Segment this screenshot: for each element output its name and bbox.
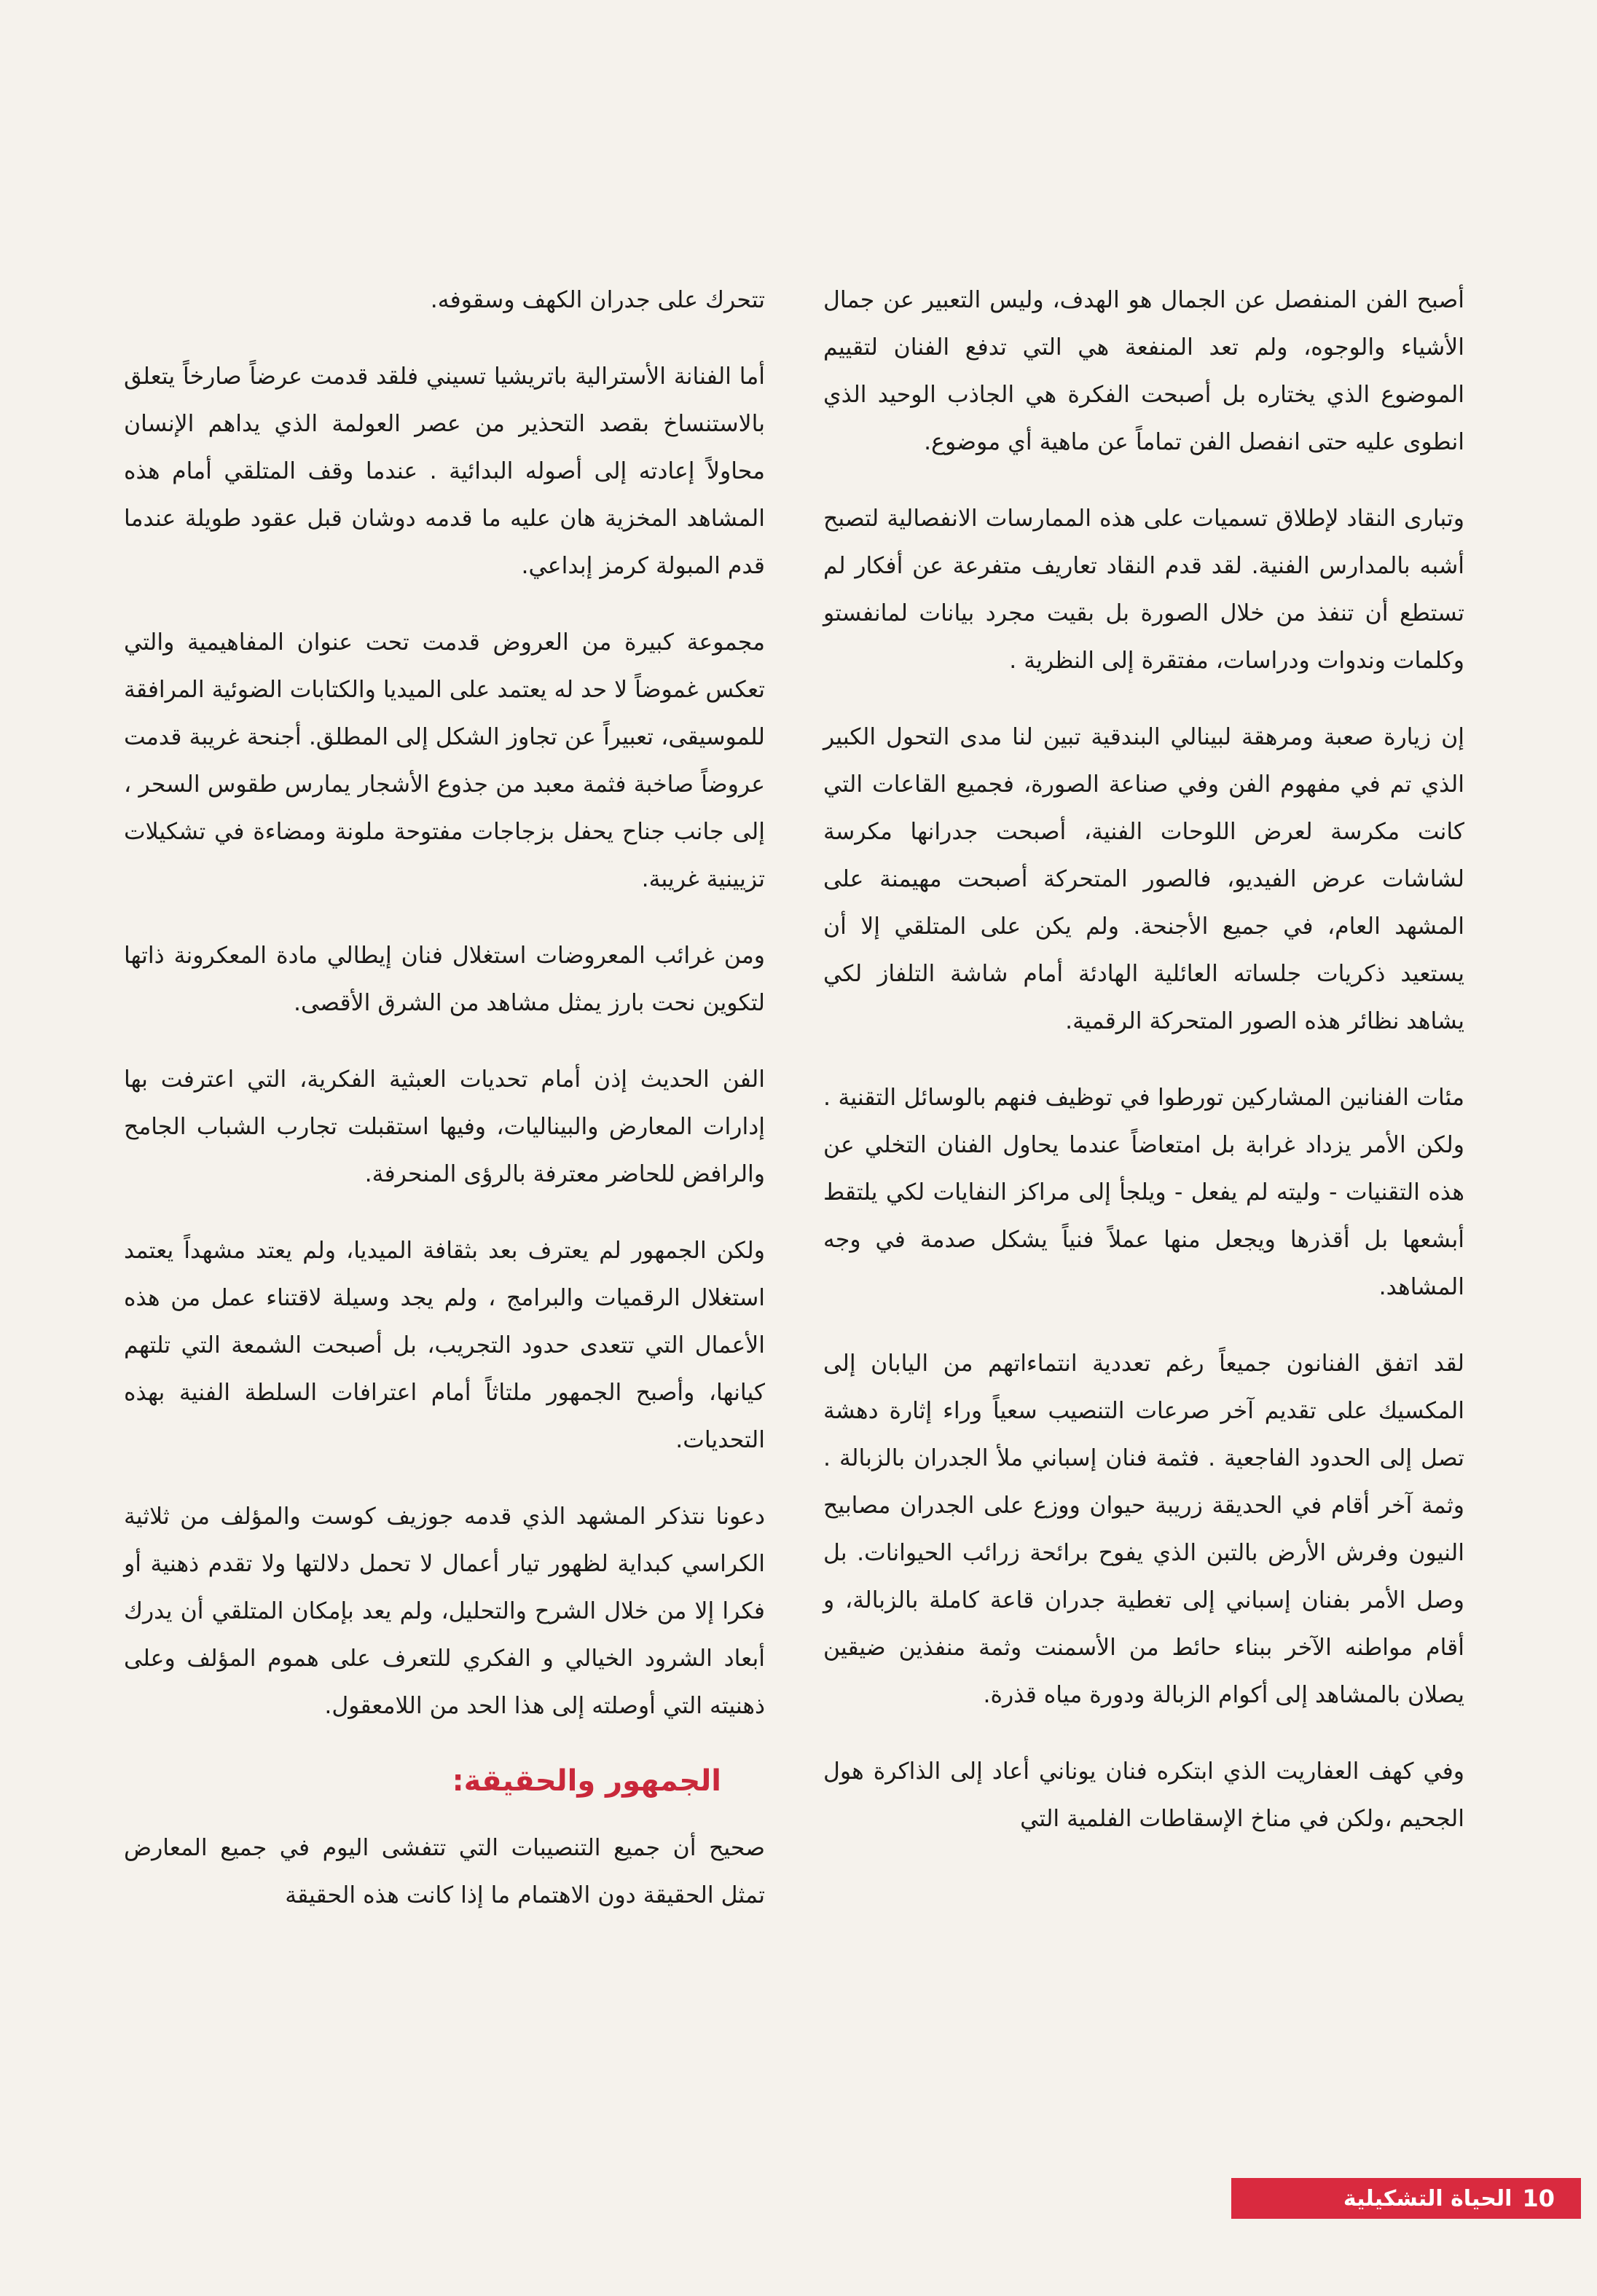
paragraph: وتبارى النقاد لإطلاق تسميات على هذه الممارسات الانفصالية لتصبح أشبه بالمدارس الفنية. لقد قدم النقاد تعاريف متفرعة عن أفكار لم تستطع أن تنفذ من خلال الصورة بل بقيت مجرد بيانات لمانفستو وكلمات وندوات ودراسات، مفتقرة إلى النظرية . (823, 506, 1464, 674)
paragraph: دعونا نتذكر المشهد الذي قدمه جوزيف كوست والمؤلف من ثلاثية الكراسي كبداية لظهور تيار أعمال لا تحمل دلالتها ولا تقدم ذهنية أو فكرا إلا من خلال الشرح والتحليل، ولم يعد بإمكان المتلقي أن يدرك أبعاد الشرود الخيالي و الفكري للتعرف على هموم المؤلف وعلى ذهنيته التي أوصلته إلى هذا الحد من اللامعقول. (124, 1503, 765, 1719)
paragraph: أما الفنانة الأسترالية باتريشيا تسيني فلقد قدمت عرضاً صارخاً يتعلق بالاستنساخ بقصد التحذير من عصر العولمة الذي يداهم الإنسان محاولاً إعادته إلى أصوله البدائية . عندما وقف المتلقي أمام هذه المشاهد المخزية هان عليه ما قدمه دوشان قبل عقود طويلة عندما قدم المبولة كرمز إبداعي. (124, 363, 765, 579)
paragraph: مئات الفنانين المشاركين تورطوا في توظيف فنهم بالوسائل التقنية . ولكن الأمر يزداد غرابة بل امتعاضاً عندما يحاول الفنان التخلي عن هذه التقنيات - وليته لم يفعل - ويلجأ إلى مراكز النفايات لكي يلتقط أبشعها بل أقذرها ويجعل منها عملاً فنياً يشكل صدمة في وجه المشاهد. (823, 1085, 1464, 1300)
right-column (823, 277, 1464, 1872)
paragraph: إن زيارة صعبة ومرهقة لبينالي البندقية تبين لنا مدى التحول الكبير الذي تم في مفهوم الفن وفي صناعة الصورة، فجميع القاعات التي كانت مكرسة لعرض اللوحات الفنية، أصبحت جدرانها مكرسة لشاشات عرض الفيديو، فالصور المتحركة أصبحت مهيمنة على المشهد العام، في جميع الأجنحة. ولم يكن على المتلقي إلا أن يستعيد ذكريات جلساته العائلية الهادئة أمام شاشة التلفاز لكي يشاهد نظائر هذه الصور المتحركة الرقمية. (823, 724, 1464, 1034)
paragraph: لقد اتفق الفنانون جميعاً رغم تعددية انتماءاتهم من اليابان إلى المكسيك على تقديم آخر صرعات التنصيب سعياً وراء إثارة دهشة تصل إلى الحدود الفاجعية . فثمة فنان إسباني ملأ الجدران بالزبالة . وثمة آخر أقام في الحديقة زريبة حيوان ووزع على الجدران مصابيح النيون وفرش الأرض بالتبن الذي يفوح برائحة زرائب الحيوانات. بل وصل الأمر بفنان إسباني إلى تغطية جدران قاعة كاملة بالزبالة، و أقام مواطنه الآخر ببناء حائط من الأسمنت وثمة منفذين ضيقين يصلان بالمشاهد إلى أكوام الزبالة ودورة مياه قذرة. (823, 1351, 1464, 1708)
paragraph: الفن الحديث إذن أمام تحديات العبثية الفكرية، التي اعترفت بها إدارات المعارض والبيناليات، وفيها استقبلت تجارب الشباب الجامح والرافض للحاضر معترفة بالرؤى المنحرفة. (124, 1066, 765, 1187)
magazine-title: الحياة التشكيلية (1343, 2185, 1512, 2212)
paragraph: تتحرك على جدران الكهف وسقوفه. (430, 287, 765, 313)
paragraph: وفي كهف العفاريت الذي ابتكره فنان يوناني أعاد إلى الذاكرة هول الجحيم ،ولكن في مناخ الإسقاطات الفلمية التي (823, 1758, 1464, 1832)
section-heading: الجمهور والحقيقة: (452, 1764, 721, 1798)
paragraph: ومن غرائب المعروضات استغلال فنان إيطالي مادة المعكرونة ذاتها لتكوين نحت بارز يمثل مشاهد من الشرق الأقصى. (124, 943, 765, 1016)
paragraph: صحيح أن جميع التنصيبات التي تتفشى اليوم في جميع المعارض تمثل الحقيقة دون الاهتمام ما إذا كانت هذه الحقيقة (124, 1835, 765, 1908)
left-column (124, 277, 765, 1949)
paragraph: مجموعة كبيرة من العروض قدمت تحت عنوان المفاهيمية والتي تعكس غموضاً لا حد له يعتمد على الميديا والكتابات الضوئية المرافقة للموسيقى، تعبيراً عن تجاوز الشكل إلى المطلق. أجنحة غريبة قدمت عروضاً صاخبة فثمة معبد من جذوع الأشجار يمارس طقوس السحر ، إلى جانب جناح يحفل بزجاجات مفتوحة ملونة ومضاءة في تشكيلات تزيينية غريبة. (124, 629, 765, 892)
page-number: 10 (1522, 2185, 1555, 2212)
footer-bar (1231, 2178, 1581, 2219)
paragraph: ولكن الجمهور لم يعترف بعد بثقافة الميديا، ولم يعتد مشهداً يعتمد استغلال الرقميات والبرامج ، ولم يجد وسيلة لاقتناء عمل من هذه الأعمال التي تتعدى حدود التجريب، بل أصبحت الشمعة التي تلتهم كيانها، وأصبح الجمهور ملتاثاً أمام اعترافات السلطة الفنية بهذه التحديات. (124, 1238, 765, 1453)
paragraph: أصبح الفن المنفصل عن الجمال هو الهدف، وليس التعبير عن جمال الأشياء والوجوه، ولم تعد المنفعة هي التي تدفع الفنان لتقييم الموضوع الذي يختاره بل أصبحت الفكرة هي الجاذب الوحيد الذي انطوى عليه حتى انفصل الفن تماماً عن ماهية أي موضوع. (823, 287, 1464, 455)
